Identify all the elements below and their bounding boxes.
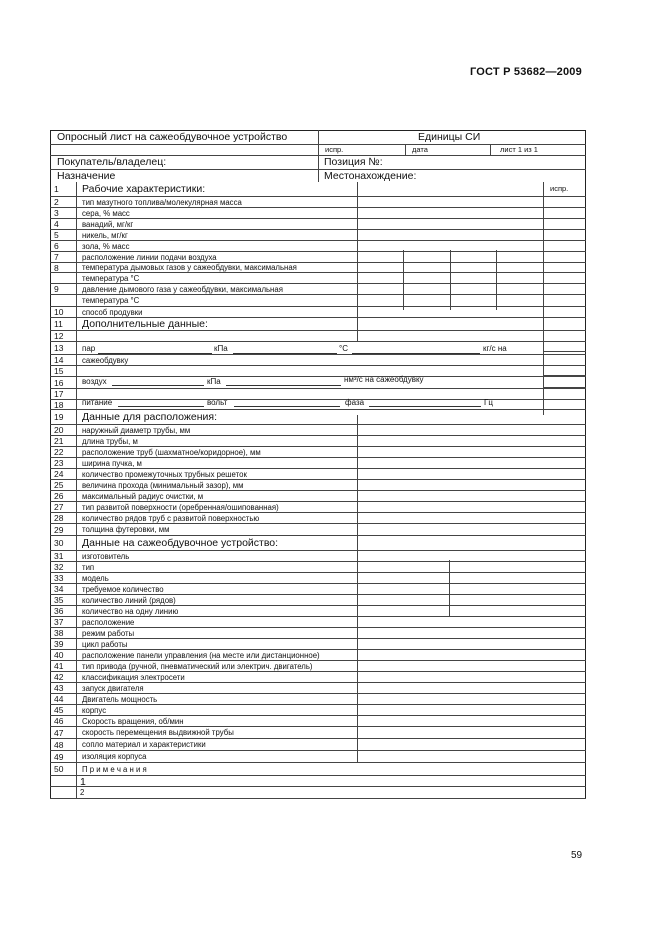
row-number: 4 — [54, 219, 59, 229]
row-number: 9 — [54, 284, 59, 294]
row-label: расположение труб (шахматное/коридорное), мм — [82, 447, 261, 457]
row-label: запуск двигателя — [82, 683, 144, 693]
row-number: 2 — [54, 197, 59, 207]
row-label: Дополнительные данные: — [82, 318, 208, 330]
volt-label: вольт — [207, 398, 228, 407]
row-number: 49 — [54, 751, 64, 762]
row-number: 11 — [54, 319, 63, 329]
row-label: Двигатель мощность — [82, 694, 158, 704]
normal-m3-label: нм³/с на сажеобдувку — [344, 375, 424, 384]
row-label: ванадий, мг/кг — [82, 219, 134, 229]
table-row — [50, 252, 586, 263]
row-number: 36 — [54, 606, 64, 616]
row-label: Скорость вращения, об/мин — [82, 716, 184, 726]
table-row — [50, 763, 586, 776]
row-label: расположение панели управления (на месте или дистанционное) — [82, 650, 320, 660]
row-label: 1 — [80, 776, 86, 788]
row-label: температура дымовых газов у сажеобдувки, максимальная — [82, 263, 297, 272]
row-number: 38 — [54, 628, 64, 638]
revision-label: испр. — [325, 145, 344, 154]
table-row — [50, 551, 586, 562]
purpose-label: Назначение — [57, 170, 116, 182]
row-label: Рабочие характеристики: — [82, 183, 206, 195]
table-row — [50, 377, 586, 389]
row-label: тип развитой поверхности (оребренная/ошипованная) — [82, 502, 279, 512]
row-label: Данные для расположения: — [82, 411, 218, 423]
row-label: тип — [82, 562, 95, 572]
table-row — [50, 197, 586, 208]
row-number: 10 — [54, 307, 64, 317]
table-row — [50, 628, 586, 639]
row-number: 8 — [54, 263, 59, 273]
row-label: давление дымового газа у сажеобдувки, максимальная — [82, 284, 283, 294]
table-row — [50, 182, 586, 197]
row-label: количество на одну линию — [82, 606, 179, 616]
table-row — [50, 318, 586, 331]
row-number: 29 — [54, 524, 64, 535]
row-number: 25 — [54, 480, 64, 490]
row-number: 46 — [54, 716, 64, 726]
row-number: 48 — [54, 739, 64, 750]
table-row — [50, 683, 586, 694]
row-label: тип привода (ручной, пневматический или электрич. двигатель) — [82, 661, 313, 671]
row-label: тип мазутного топлива/молекулярная масса — [82, 197, 242, 207]
table-row — [50, 389, 586, 400]
table-row — [50, 307, 586, 318]
row-number: 15 — [54, 366, 64, 376]
standard-number: ГОСТ Р 53682—2009 — [470, 66, 582, 78]
units-label: Единицы СИ — [418, 131, 481, 143]
row-label: температура °С — [82, 273, 140, 283]
table-row — [50, 366, 586, 377]
table-row — [50, 502, 586, 513]
row-number: 3 — [54, 208, 59, 218]
table-row — [50, 524, 586, 536]
buyer-label: Покупатель/владелец: — [57, 156, 167, 168]
row-label: толщина футеровки, мм — [82, 525, 170, 534]
row-number: 26 — [54, 491, 64, 501]
row-label: 2 — [80, 788, 85, 797]
location-label: Местонахождение: — [324, 170, 417, 182]
row-number: 43 — [54, 683, 64, 693]
table-row — [50, 639, 586, 650]
table-row — [50, 491, 586, 502]
row-label: максимальный радиус очистки, м — [82, 491, 204, 501]
row-label: расположение — [82, 617, 135, 627]
row-label: длина трубы, м — [82, 436, 138, 446]
row-number: 21 — [54, 436, 64, 446]
form-title: Опросный лист на сажеобдувочное устройство — [57, 131, 288, 143]
degrees-label: °C — [339, 344, 348, 353]
row-label: сопло материал и характеристики — [82, 740, 206, 749]
table-row — [50, 284, 586, 295]
table-row — [50, 436, 586, 447]
kpa-label-2: кПа — [207, 377, 221, 386]
table-row — [50, 606, 586, 617]
row-number: 20 — [54, 425, 64, 435]
row-label: цикл работы — [82, 639, 128, 649]
table-row — [50, 208, 586, 219]
row-number: 22 — [54, 447, 64, 457]
row-number: 42 — [54, 672, 64, 682]
table-row — [50, 219, 586, 230]
row-number: 1 — [54, 184, 59, 194]
row-number: 23 — [54, 458, 64, 468]
row-label: сера, % масс — [82, 208, 130, 218]
row-number: 28 — [54, 513, 64, 523]
table-row — [50, 469, 586, 480]
row-number: 7 — [54, 252, 59, 262]
row-label: количество промежуточных трубных решеток — [82, 469, 247, 479]
row-label: режим работы — [82, 628, 135, 638]
sheet-label: лист 1 из 1 — [500, 145, 538, 154]
table-row — [50, 410, 586, 425]
row-label: ширина пучка, м — [82, 458, 142, 468]
air-label: воздух — [82, 377, 107, 386]
table-row — [50, 727, 586, 739]
row-number: 32 — [54, 562, 64, 572]
row-label: наружный диаметр трубы, мм — [82, 425, 191, 435]
row-label: сажеобдувку — [82, 355, 129, 365]
row-label: количество линий (рядов) — [82, 595, 176, 605]
table-row — [50, 650, 586, 661]
row-label: требуемое количество — [82, 584, 164, 594]
row-number: 47 — [54, 727, 64, 738]
row-number: 18 — [54, 400, 64, 410]
kg-per-s-label: кг/с на — [483, 344, 507, 353]
row-label: количество рядов труб с развитой поверхностью — [82, 513, 260, 523]
row-label: классификация электросети — [82, 672, 185, 682]
table-row — [50, 230, 586, 241]
power-supply-label: питание — [82, 398, 113, 407]
table-row — [50, 705, 586, 716]
row-label: П р и м е ч а н и я — [82, 764, 147, 774]
row-number: 16 — [54, 377, 64, 388]
table-row — [50, 716, 586, 727]
page-number: 59 — [571, 850, 583, 861]
table-row — [50, 617, 586, 628]
table-row — [50, 513, 586, 524]
table-row — [50, 263, 586, 273]
row-number: 17 — [54, 389, 64, 399]
row-number: 14 — [54, 355, 64, 365]
row-label: Данные на сажеобдувочное устройство: — [82, 537, 279, 549]
row-label: способ продувки — [82, 307, 143, 317]
row-number: 50 — [54, 764, 64, 774]
row-number: 39 — [54, 639, 64, 649]
date-label: дата — [412, 145, 428, 154]
table-row — [50, 536, 586, 551]
table-row — [50, 739, 586, 751]
table-row — [50, 661, 586, 672]
row-number: 37 — [54, 617, 64, 627]
row-number: 24 — [54, 469, 64, 479]
table-row — [50, 787, 586, 799]
table-row — [50, 331, 586, 342]
row-label: зола, % масс — [82, 241, 130, 251]
table-row — [50, 400, 586, 410]
table-row — [50, 584, 586, 595]
position-label: Позиция №: — [324, 156, 383, 168]
row-number: 19 — [54, 412, 64, 422]
row-label: изоляция корпуса — [82, 752, 147, 761]
row-number: 44 — [54, 694, 64, 704]
row-number: 45 — [54, 705, 64, 715]
table-row — [50, 573, 586, 584]
table-row — [50, 751, 586, 763]
row-number: 6 — [54, 241, 59, 251]
table-row — [50, 447, 586, 458]
row-number: 13 — [54, 343, 64, 353]
table-row — [50, 694, 586, 705]
row-label: никель, мг/кг — [82, 230, 128, 240]
row-label: скорость перемещения выдвижной трубы — [82, 728, 234, 737]
row-number: 27 — [54, 502, 64, 512]
row-number: 12 — [54, 331, 64, 341]
table-row — [50, 480, 586, 491]
table-row — [50, 672, 586, 683]
row-label: модель — [82, 573, 109, 583]
row-number: 31 — [54, 551, 64, 561]
table-row — [50, 425, 586, 436]
phase-label: фаза — [345, 398, 365, 407]
row-label: величина прохода (минимальный зазор), мм — [82, 480, 244, 490]
row-number: 30 — [54, 538, 64, 548]
table-row — [50, 241, 586, 252]
table-row — [50, 562, 586, 573]
row-number: 33 — [54, 573, 64, 583]
hertz-label: Гц — [484, 398, 493, 407]
row-label: изготовитель — [82, 551, 130, 561]
table-row — [50, 273, 586, 284]
row-label: температура °С — [82, 296, 140, 305]
table-row — [50, 458, 586, 469]
table-row — [50, 595, 586, 606]
row-label: корпус — [82, 705, 107, 715]
revision-column-label: испр. — [550, 184, 569, 193]
row-number: 35 — [54, 595, 64, 605]
row-number: 34 — [54, 584, 64, 594]
steam-label: пар — [82, 344, 96, 353]
row-number: 41 — [54, 661, 64, 671]
table-row — [50, 776, 586, 787]
row-label: расположение линии подачи воздуха — [82, 252, 217, 262]
row-number: 40 — [54, 650, 64, 660]
table-row — [50, 355, 586, 366]
row-number: 5 — [54, 230, 59, 240]
kpa-label: кПа — [214, 344, 228, 353]
table-row — [50, 295, 586, 307]
